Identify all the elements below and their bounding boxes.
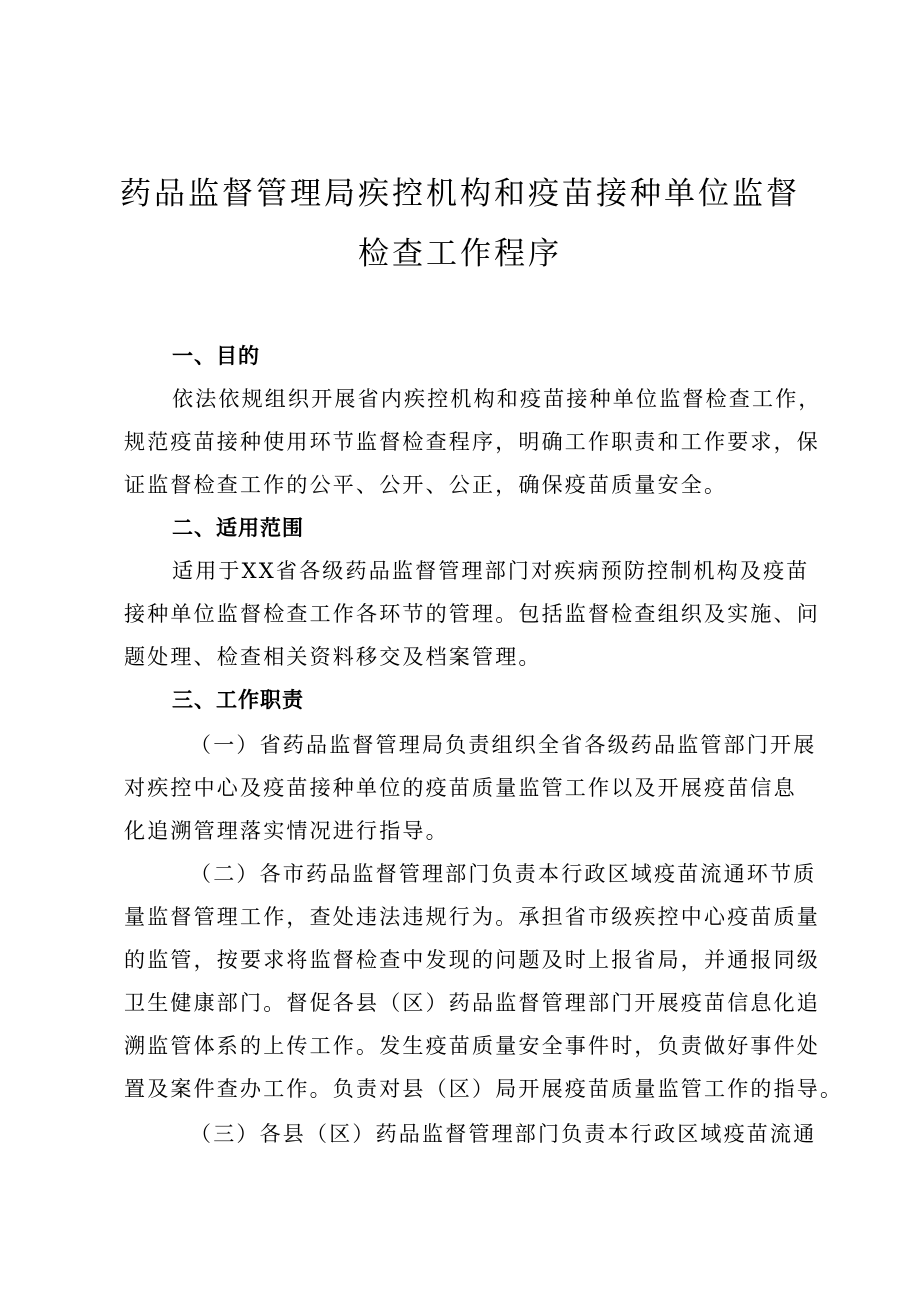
paragraph-line: 化追溯管理落实情况进行指导。: [124, 819, 449, 843]
section-heading-scope: 二、适用范围: [172, 516, 304, 540]
paragraph-line: 溯监管体系的上传工作。发生疫苗质量安全事件时，负责做好事件处: [124, 1034, 820, 1058]
section-heading-purpose: 一、目的: [172, 344, 260, 368]
paragraph-line: 置及案件查办工作。负责对县（区）局开展疫苗质量监管工作的指导。: [124, 1077, 844, 1101]
document-title-line-2: 检查工作程序: [358, 236, 562, 272]
paragraph-line: 证监督检查工作的公平、公开、公正，确保疫苗质量安全。: [124, 473, 728, 497]
paragraph-line: 规范疫苗接种使用环节监督检查程序，明确工作职责和工作要求，保: [124, 430, 820, 454]
paragraph-line: 适用于XX省各级药品监督管理部门对疾病预防控制机构及疫苗: [172, 559, 810, 583]
paragraph-line: （三）各县（区）药品监督管理部门负责本行政区域疫苗流通: [190, 1122, 817, 1146]
paragraph-line: （一）省药品监督管理局负责组织全省各级药品监管部门开展: [190, 733, 817, 757]
document-title-line-1: 药品监督管理局疾控机构和疫苗接种单位监督: [120, 176, 800, 212]
paragraph-line: 题处理、检查相关资料移交及档案管理。: [124, 645, 542, 669]
paragraph-line: 卫生健康部门。督促各县（区）药品监督管理部门开展疫苗信息化追: [124, 991, 820, 1015]
section-heading-responsibilities: 三、工作职责: [172, 688, 304, 712]
paragraph-line: 的监管，按要求将监督检查中发现的问题及时上报省局，并通报同级: [124, 948, 820, 972]
paragraph-line: （二）各市药品监督管理部门负责本行政区域疫苗流通环节质: [190, 862, 817, 886]
paragraph-line: 量监督管理工作，查处违法违规行为。承担省市级疾控中心疫苗质量: [124, 905, 820, 929]
paragraph-line: 接种单位监督检查工作各环节的管理。包括监督检查组织及实施、问: [124, 602, 820, 626]
paragraph-line: 对疾控中心及疫苗接种单位的疫苗质量监管工作以及开展疫苗信息: [124, 776, 797, 800]
paragraph-line: 依法依规组织开展省内疾控机构和疫苗接种单位监督检查工作，: [172, 387, 822, 411]
